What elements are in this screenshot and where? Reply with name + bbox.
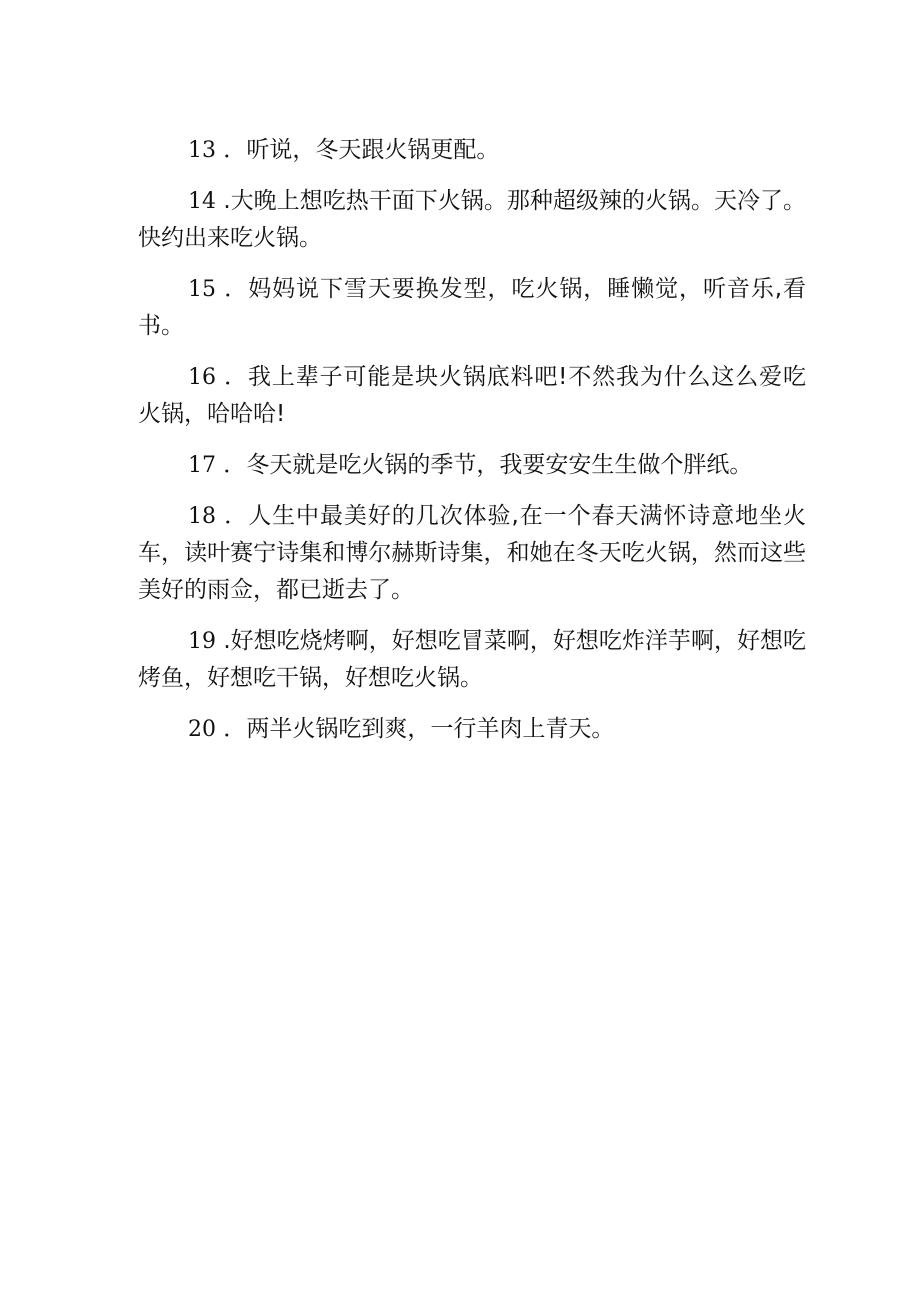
item-text: 我上辈子可能是块火锅底料吧!不然我为什么这么爱吃火锅，哈哈哈! [138, 364, 806, 427]
list-item [138, 711, 806, 748]
item-number: 15 [188, 277, 216, 302]
item-separator: ． [216, 452, 247, 478]
item-separator: . [216, 628, 231, 654]
item-number: 14 [188, 189, 216, 214]
item-text: 人生中最美好的几次体验,在一个春天满怀诗意地坐火车，读叶赛宁诗集和博尔赫斯诗集，和她在冬天吃火锅，然而这些美好的雨佥，都已逝去了。 [138, 503, 807, 603]
item-number: 20 [188, 717, 216, 742]
item-separator: . [216, 188, 231, 214]
item-text: 好想吃烧烤啊，好想吃冒菜啊，好想吃炸洋芋啊，好想吃烤鱼，好想吃干锅，好想吃火锅。 [138, 628, 807, 691]
item-number: 17 [188, 453, 216, 478]
item-number: 18 [188, 504, 216, 529]
item-number: 16 [188, 365, 216, 390]
item-number: 19 [188, 629, 216, 654]
list-item [138, 132, 806, 169]
list-item [138, 447, 806, 484]
list-item [138, 498, 806, 609]
item-separator: ． [216, 716, 247, 742]
item-separator: ． [216, 364, 249, 390]
list-item [138, 183, 806, 257]
item-text: 妈妈说下雪天要换发型，吃火锅，睡懒觉，听音乐,看书。 [138, 276, 807, 339]
document-body [138, 132, 806, 762]
list-item [138, 271, 806, 345]
list-item [138, 623, 806, 697]
item-text: 大晚上想吃热干面下火锅。那种超级辣的火锅。天冷了。快约出来吃火锅。 [138, 188, 807, 251]
item-number: 13 [188, 138, 216, 163]
item-separator: ． [216, 503, 249, 529]
item-separator: ． [216, 276, 249, 302]
list-item [138, 359, 806, 433]
item-text: 听说，冬天跟火锅更配。 [246, 137, 500, 163]
item-text: 冬天就是吃火锅的季节，我要安安生生做个胖纸。 [246, 452, 753, 478]
item-text: 两半火锅吃到爽，一行羊肉上青天。 [246, 716, 615, 742]
item-separator: ． [216, 137, 247, 163]
